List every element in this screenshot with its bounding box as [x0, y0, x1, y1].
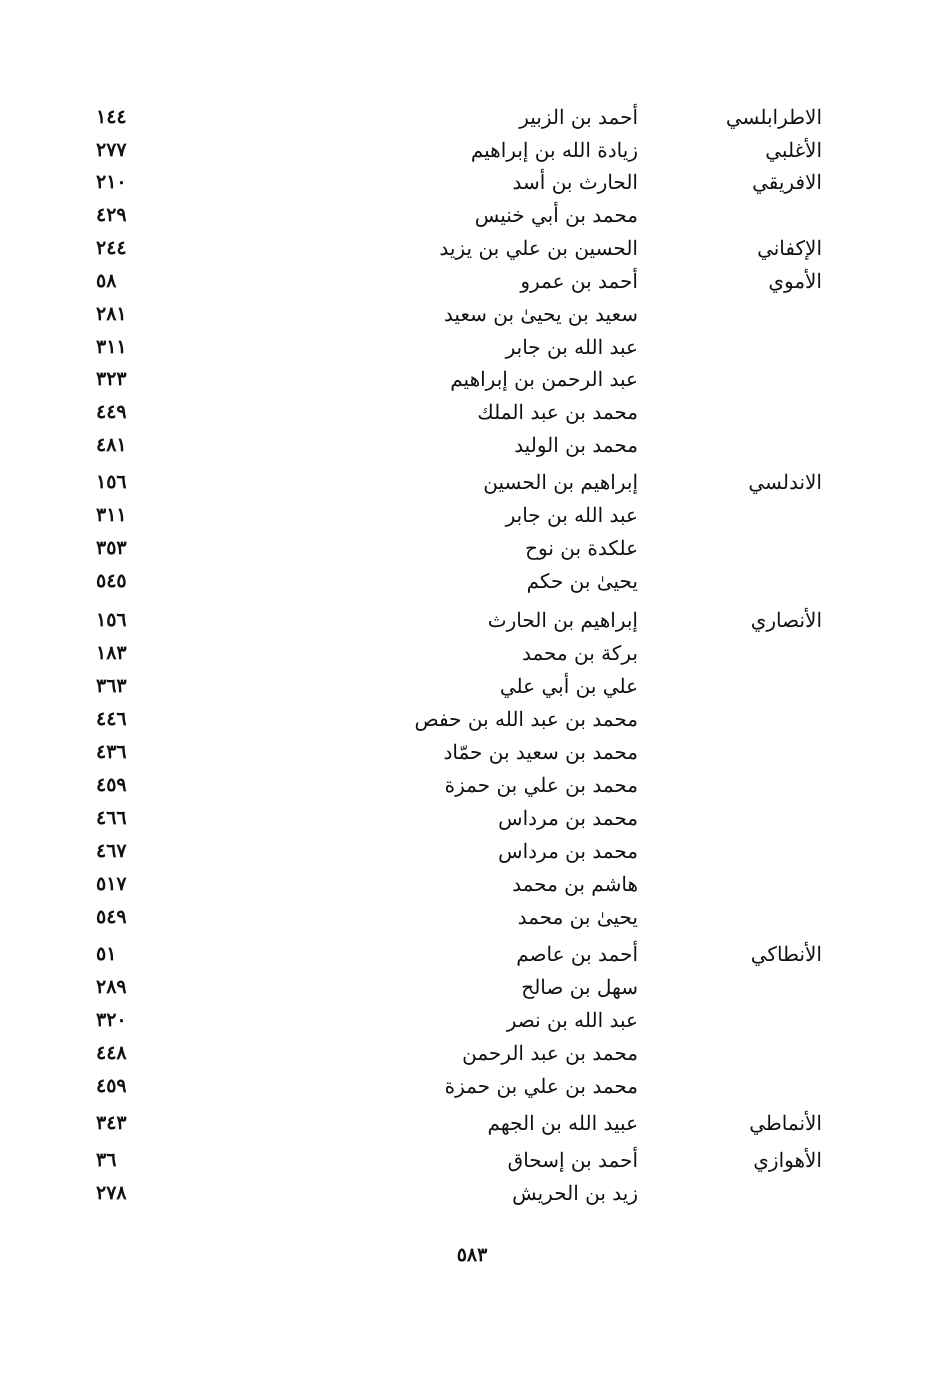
entry-name: علكدة بن نوح [525, 536, 638, 560]
entry-name: الحسين بن علي بن يزيد [439, 236, 638, 260]
entry-nisba: الأموي [768, 269, 822, 293]
entry-page-ref: ٣٦ [96, 1149, 117, 1171]
entry-nisba: الاندلسي [748, 470, 822, 494]
entry-nisba: الاطرابلسي [725, 105, 822, 129]
entry-name: محمد بن أبي خنيس [474, 203, 638, 227]
entry-name: محمد بن عبد الرحمن [462, 1041, 638, 1065]
entry-page-ref: ٤٤٩ [96, 401, 127, 423]
entry-page-ref: ٤٦٦ [96, 807, 127, 829]
index-entry [0, 466, 944, 499]
index-entry [0, 971, 944, 1004]
index-entry [0, 604, 944, 637]
index-entry [0, 1037, 944, 1070]
entry-page-ref: ٢٧٨ [96, 1182, 127, 1204]
entry-nisba: الأنماطي [749, 1111, 822, 1135]
entry-name: الحارث بن أسد [512, 170, 638, 194]
entry-name: إبراهيم بن الحارث [487, 608, 638, 632]
index-entry [0, 429, 944, 462]
index-entry [0, 901, 944, 934]
entry-page-ref: ١٤٤ [96, 106, 127, 128]
entry-name: يحيىٰ بن محمد [517, 905, 638, 929]
index-entry [0, 637, 944, 670]
index-entry [0, 331, 944, 364]
index-entry [0, 1004, 944, 1037]
index-entry [0, 134, 944, 167]
index-entry [0, 736, 944, 769]
index-entry [0, 101, 944, 134]
entry-page-ref: ٥١ [96, 943, 117, 965]
entry-page-ref: ٢١٠ [96, 171, 127, 193]
index-entry [0, 769, 944, 802]
entry-page-ref: ٤٤٨ [96, 1042, 127, 1064]
index-entry [0, 565, 944, 598]
page-number: ٥٨٣ [456, 1244, 488, 1266]
entry-name: هاشم بن محمد [512, 872, 638, 896]
entry-page-ref: ٤٥٩ [96, 774, 127, 796]
entry-name: عبيد الله بن الجهم [487, 1111, 638, 1135]
index-entry [0, 802, 944, 835]
index-entry [0, 1107, 944, 1140]
index-entry [0, 396, 944, 429]
entry-page-ref: ٢٧٧ [96, 139, 127, 161]
entry-page-ref: ٥٨ [96, 270, 117, 292]
entry-name: أحمد بن عمرو [520, 269, 638, 293]
index-entry [0, 232, 944, 265]
entry-nisba: الأنطاكي [750, 942, 822, 966]
entry-name: عبد الرحمن بن إبراهيم [450, 367, 638, 391]
entry-name: أحمد بن إسحاق [507, 1148, 638, 1172]
entry-name: محمد بن علي بن حمزة [444, 1074, 638, 1098]
entry-nisba: الافريقي [752, 170, 822, 194]
entry-name: محمد بن عبد الله بن حفص [414, 707, 638, 731]
entry-page-ref: ٢٨٩ [96, 976, 127, 998]
entry-page-ref: ٥١٧ [96, 873, 127, 895]
entry-name: بركة بن محمد [521, 641, 638, 665]
entry-name: عبد الله بن نصر [506, 1008, 638, 1032]
entry-page-ref: ٣٥٣ [96, 537, 127, 559]
entry-name: محمد بن مرداس [498, 806, 638, 830]
entry-nisba: الأنصاري [750, 608, 822, 632]
entry-page-ref: ٣٦٣ [96, 675, 127, 697]
entry-name: عبد الله بن جابر [505, 503, 638, 527]
index-entry [0, 868, 944, 901]
entry-page-ref: ٣٤٣ [96, 1112, 127, 1134]
entry-name: محمد بن عبد الملك [477, 400, 638, 424]
index-entry [0, 532, 944, 565]
index-entry [0, 199, 944, 232]
index-entry [0, 938, 944, 971]
entry-name: زيادة الله بن إبراهيم [470, 138, 638, 162]
entry-nisba: الأغلبي [765, 138, 822, 162]
entry-page-ref: ٢٤٤ [96, 237, 127, 259]
entry-page-ref: ٤٨١ [96, 434, 127, 456]
entry-name: يحيىٰ بن حكم [526, 569, 638, 593]
entry-name: أحمد بن الزبير [519, 105, 638, 129]
index-entry [0, 1070, 944, 1103]
entry-page-ref: ١٨٣ [96, 642, 127, 664]
index-entry [0, 835, 944, 868]
index-entry [0, 670, 944, 703]
entry-page-ref: ٤٣٦ [96, 741, 127, 763]
entry-name: زيد بن الحريش [512, 1181, 638, 1205]
entry-name: محمد بن علي بن حمزة [444, 773, 638, 797]
entry-page-ref: ٣٢٣ [96, 368, 127, 390]
entry-name: عبد الله بن جابر [505, 335, 638, 359]
entry-page-ref: ٣١١ [96, 336, 127, 358]
entry-page-ref: ٤٢٩ [96, 204, 127, 226]
index-entry [0, 499, 944, 532]
entry-page-ref: ٥٤٥ [96, 570, 127, 592]
index-entry [0, 265, 944, 298]
entry-name: محمد بن الوليد [514, 433, 638, 457]
entry-page-ref: ٤٥٩ [96, 1075, 127, 1097]
entry-page-ref: ١٥٦ [96, 471, 127, 493]
index-entry [0, 1144, 944, 1177]
entry-name: علي بن أبي علي [499, 674, 638, 698]
index-entry [0, 363, 944, 396]
entry-name: سعيد بن يحيىٰ بن سعيد [443, 302, 638, 326]
entry-page-ref: ٥٤٩ [96, 906, 127, 928]
index-entry [0, 703, 944, 736]
entry-nisba: الإكفاني [757, 236, 822, 260]
index-entry [0, 298, 944, 331]
entry-page-ref: ١٥٦ [96, 609, 127, 631]
entry-page-ref: ٤٤٦ [96, 708, 127, 730]
entry-name: محمد بن مرداس [498, 839, 638, 863]
entry-page-ref: ٣٢٠ [96, 1009, 127, 1031]
entry-name: أحمد بن عاصم [516, 942, 638, 966]
entry-name: محمد بن سعيد بن حمّاد [443, 740, 638, 764]
entry-page-ref: ٣١١ [96, 504, 127, 526]
entry-page-ref: ٢٨١ [96, 303, 127, 325]
entry-nisba: الأهوازي [753, 1148, 822, 1172]
index-entry [0, 1177, 944, 1210]
entry-name: سهل بن صالح [521, 975, 638, 999]
entry-name: إبراهيم بن الحسين [483, 470, 638, 494]
entry-page-ref: ٤٦٧ [96, 840, 127, 862]
index-entry [0, 166, 944, 199]
